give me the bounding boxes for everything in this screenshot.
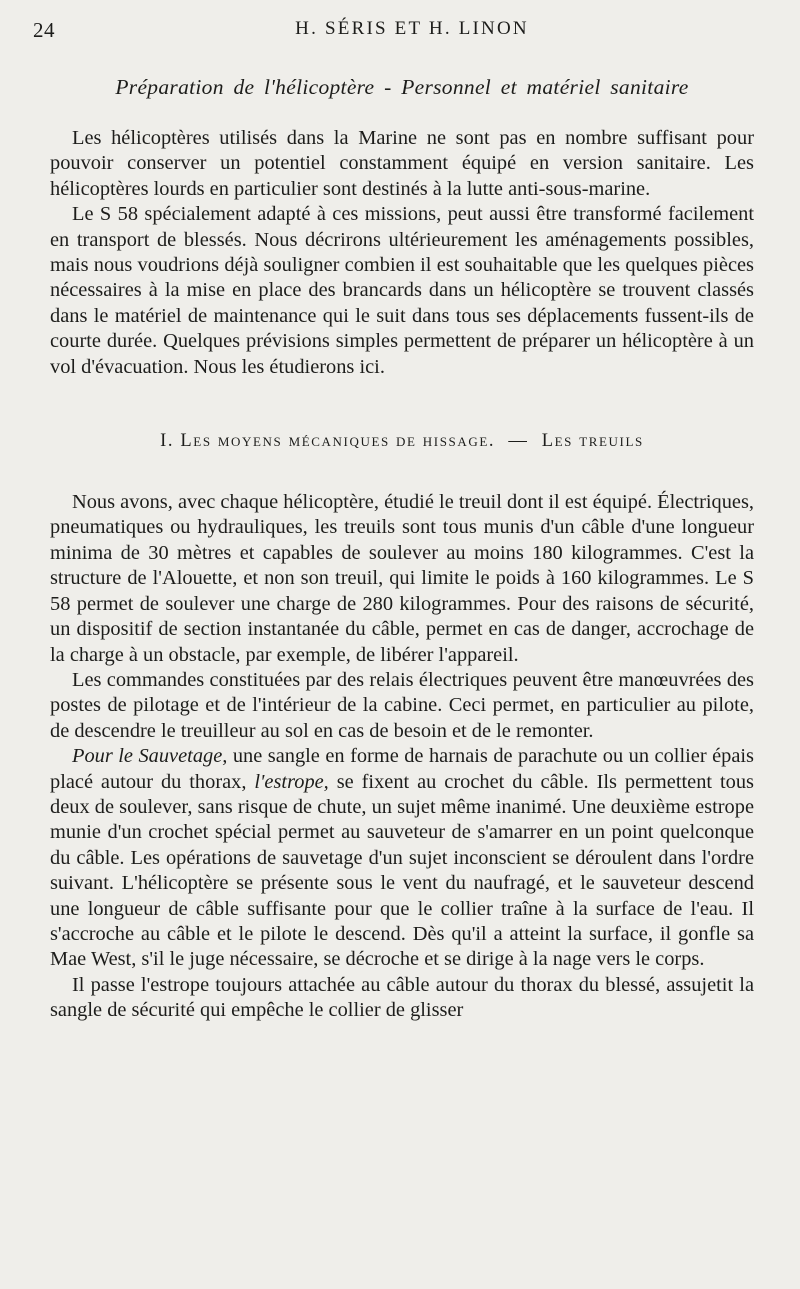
sauvetage-text-a: une sangle en forme de harnais de parachute ou un collier épais placé autour du thorax, [50, 745, 754, 793]
header-authors: H. SÉRIS ET H. LINON [295, 18, 529, 39]
page-number: 24 [33, 18, 55, 42]
chapter-number: I. [160, 431, 175, 452]
paragraph-treuils-1: Nous avons, avec chaque hélicoptère, étudié le treuil dont il est équipé. Électriques, pneumatiques ou hydrauliques, les treuils sont tous munis d'un câble d'une longueur minima de 30 mètres et capables de soulever au moins 180 kilogrammes. C'est la structure de l'Alouette, et non son treuil, qui limite le poids à 160 kilogrammes. Le S 58 permet de soulever une charge de 280 kilogrammes. Pour des raisons de sécurité, un dispositif de section instantanée du câble, permet en cas de danger, accrochage de la charge à un obstacle, par exemple, de libérer l'appareil. [50, 491, 754, 666]
running-header [33, 0, 754, 62]
sauvetage-lead: Pour le Sauvetage, [72, 745, 228, 768]
paragraph-intro-2: Le S 58 spécialement adapté à ces missions, peut aussi être transformé facilement en transport de blessés. Nous décrirons ultérieurement les aménagements possibles, mais nous voudrions déjà souligner combien il est souhaitable que les quelques pièces nécessaires à la mise en place des brancards dans un hélicoptère se trouvent classés dans le matériel de maintenance qui le suit dans tous ses déplacements fussent-ils de courte durée. Quelques prévisions simples permettent de préparer un hélicoptère à un vol d'évacuation. Nous les étudierons ici. [50, 203, 754, 378]
paragraph-treuils-2: Les commandes constituées par des relais électriques peuvent être manœuvrées des postes de pilotage et de l'intérieur de la cabine. Ceci permet, en particulier au pilote, de descendre le treuilleur au sol en cas de besoin et de le remonter. [50, 668, 754, 742]
paragraph-sauvetage [50, 744, 754, 973]
chapter-dash: — [508, 431, 529, 452]
chapter-heading [50, 431, 754, 452]
paragraph-intro-1: Les hélicoptères utilisés dans la Marine ne sont pas en nombre suffisant pour pouvoir conserver un potentiel constamment équipé en version sanitaire. Les hélicoptères lourds en particulier sont destinés à la lutte anti-sous-marine. [50, 127, 754, 200]
estrope-term: l'estrope, [254, 770, 329, 793]
paragraph-estrope: Il passe l'estrope toujours attachée au câble autour du thorax du blessé, assujetit la sangle de sécurité qui empêche le collier de glisser [50, 973, 754, 1022]
chapter-title-part1: Les moyens mécaniques de hissage. [180, 431, 496, 452]
section-title: Préparation de l'hélicoptère - Personnel et matériel sanitaire [115, 75, 689, 99]
chapter-title-part2: Les treuils [541, 431, 644, 452]
sauvetage-text-b: se fixent au crochet du câble. Ils permettent tous deux de soulever, sans risque de chute, un sujet même inanimé. Une deuxième estrope munie d'un crochet spécial permet au sauveteur de s'amarrer en un point quelconque du câble. Les opérations de sauvetage d'un sujet inconscient se déroulent dans l'ordre suivant. L'hélicoptère se présente sous le vent du naufragé, et le sauveteur descend une longueur de câble suffisante pour que le collier traîne à la surface de l'eau. Il s'accroche au câble et le pilote le descend. Dès qu'il a atteint la surface, il gonfle sa Mae West, s'il le juge nécessaire, se décroche et se dirige à la nage vers le corps. [50, 770, 754, 971]
